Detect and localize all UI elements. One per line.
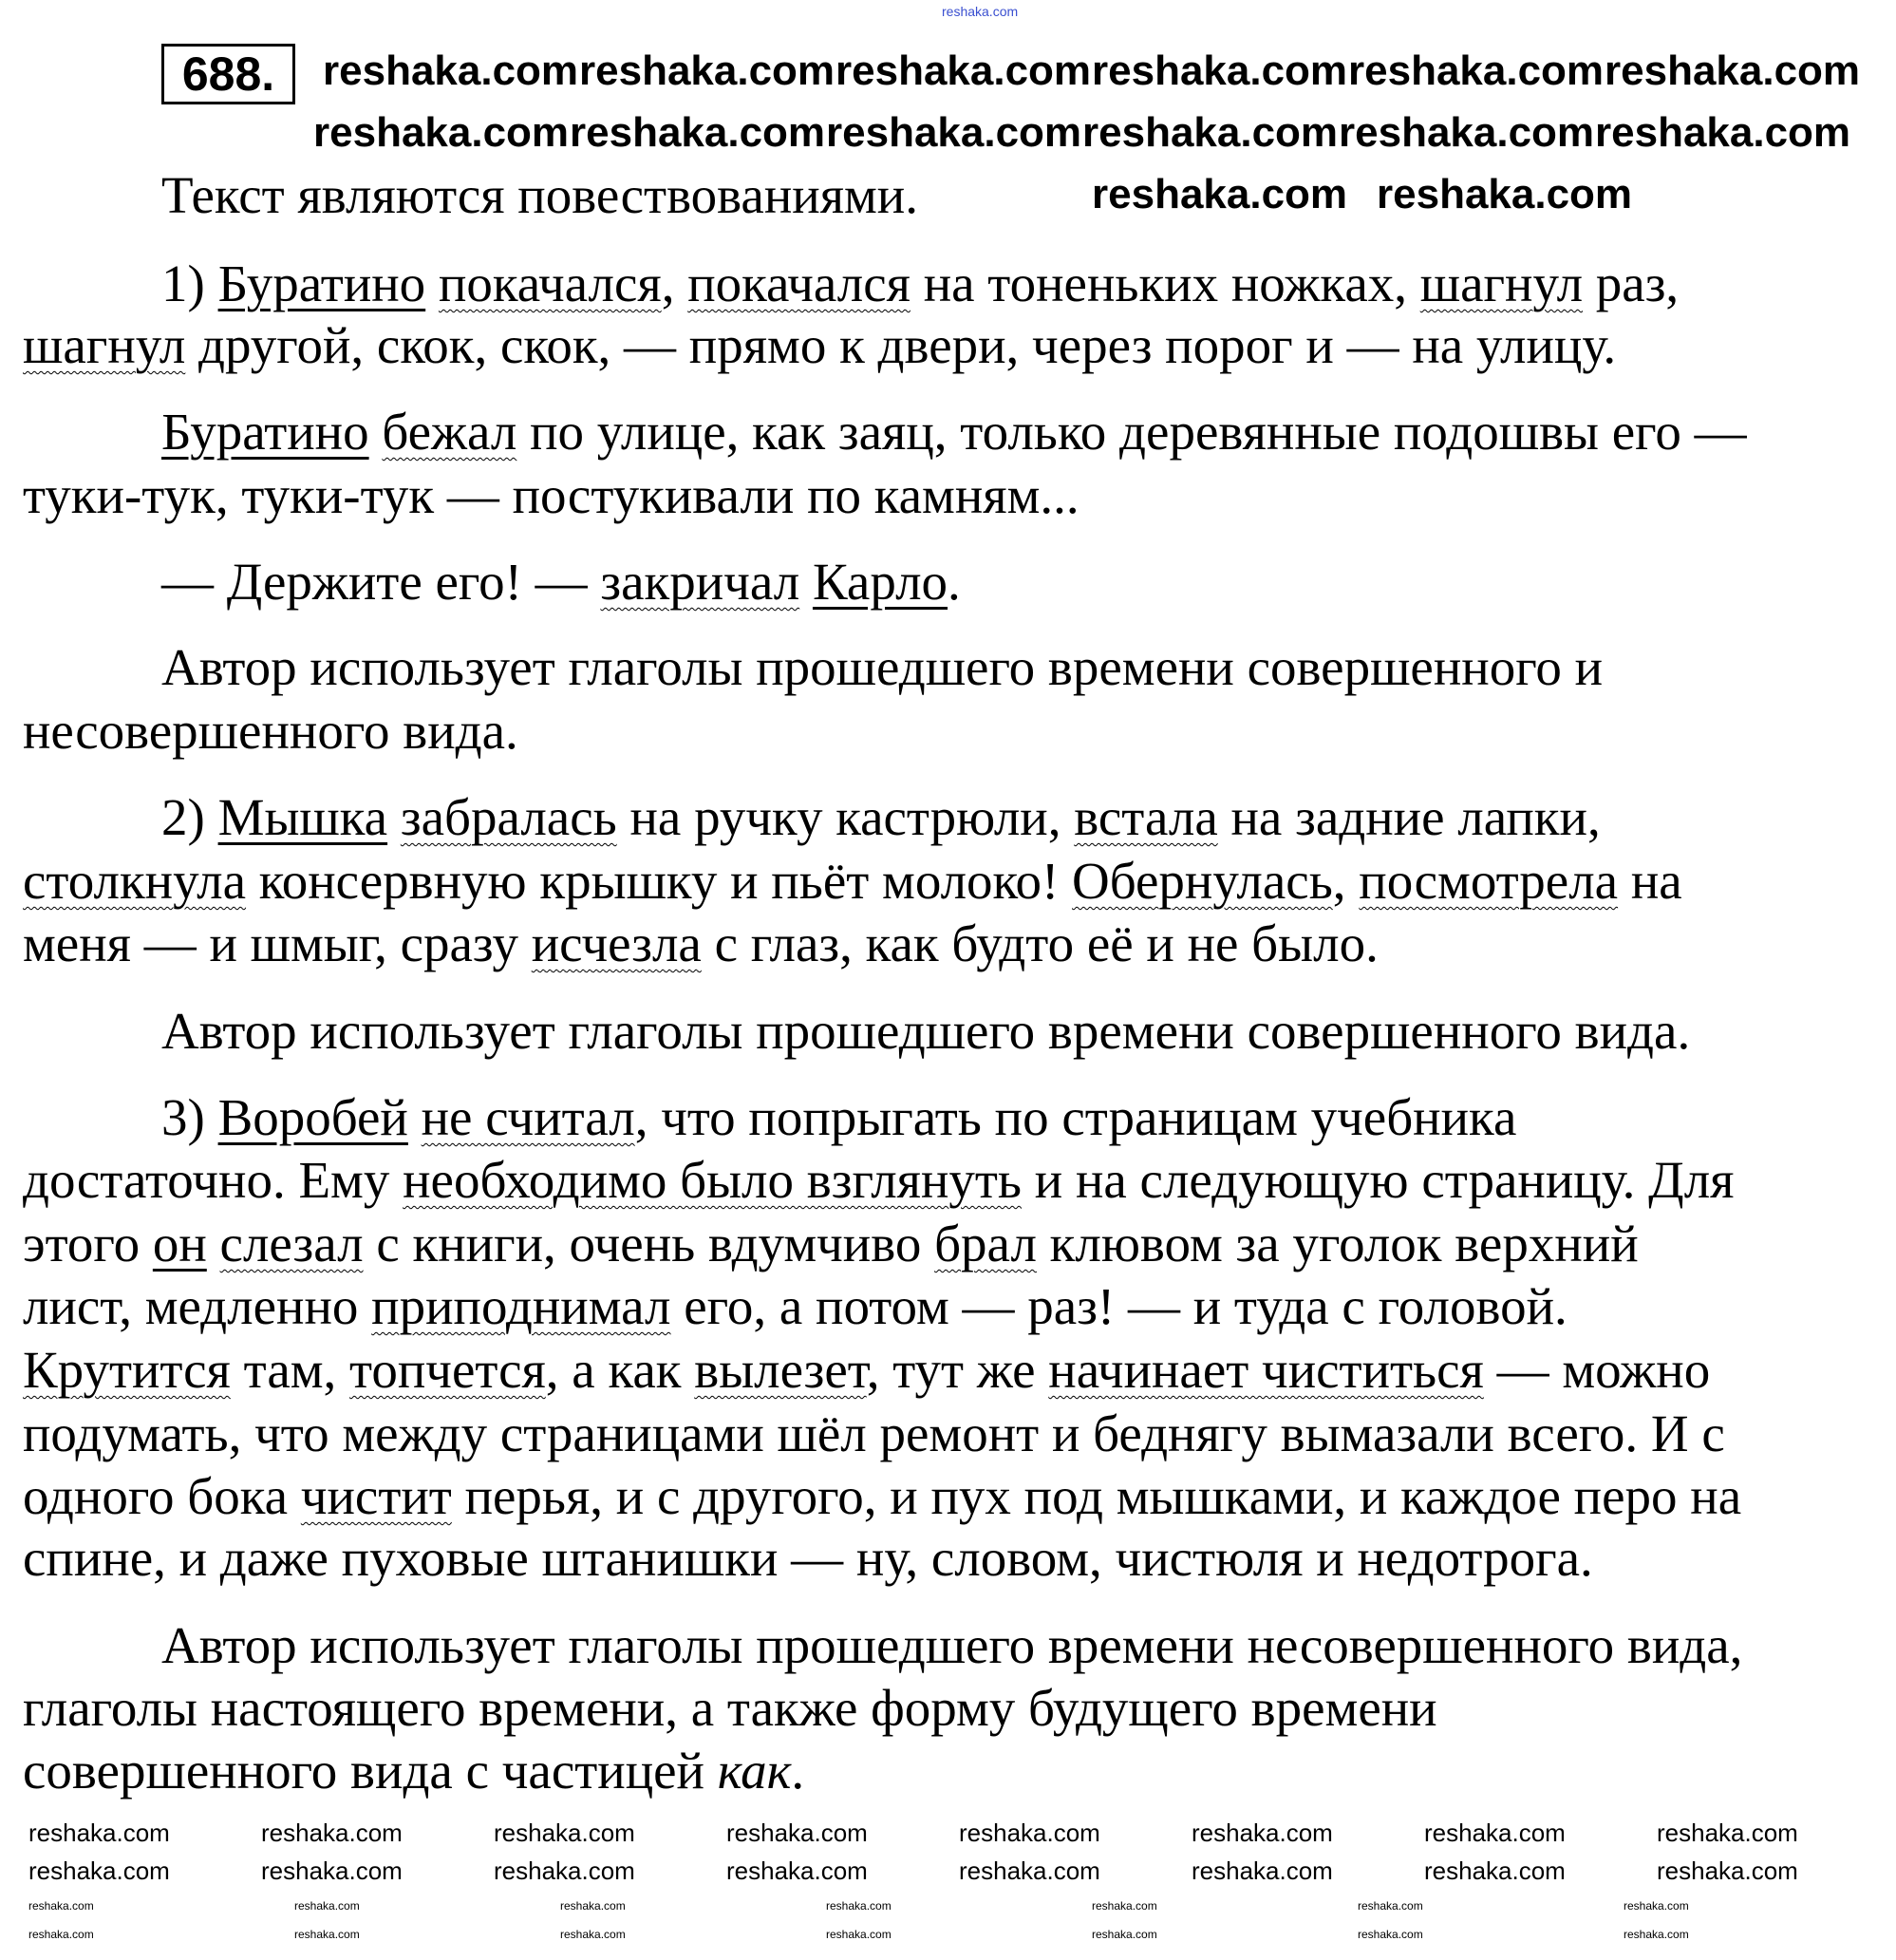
text-segment: меня — и шмыг, сразу xyxy=(23,914,532,972)
subject-underlined: он xyxy=(152,1215,207,1272)
watermark-text: reshaka.com xyxy=(294,1899,360,1913)
watermark-text: reshaka.com xyxy=(261,1819,403,1847)
watermark-text: reshaka.com xyxy=(1358,1899,1423,1913)
predicate-underlined: начинает чиститься xyxy=(1048,1341,1484,1399)
watermark-text: reshaka.com xyxy=(1424,1856,1566,1885)
text-segment: с книги, очень вдумчиво xyxy=(363,1215,935,1272)
text-segment: на xyxy=(1618,852,1682,910)
watermark-text: reshaka.com xyxy=(494,1819,635,1847)
watermark-text: reshaka.com xyxy=(826,1899,892,1913)
watermark-text: reshaka.com xyxy=(726,1819,868,1847)
text-segment: 1) xyxy=(161,254,218,312)
text-segment: Автор использует глаголы прошедшего времени несовершенного вида, xyxy=(161,1616,1743,1674)
text-segment: совершенного вида с частицей xyxy=(23,1742,718,1800)
predicate-underlined: брал xyxy=(934,1215,1037,1272)
subject-underlined: Буратино xyxy=(161,403,369,461)
text-line xyxy=(23,317,1616,374)
predicate-underlined: шагнул xyxy=(1419,254,1584,312)
text-segment: Автор использует глаголы прошедшего времени совершенного и xyxy=(161,638,1604,696)
predicate-underlined: вылезет xyxy=(694,1341,867,1399)
watermark-text: reshaka.com xyxy=(1092,47,1348,94)
text-segment: Текст являются повествованиями. xyxy=(161,166,918,224)
text-line xyxy=(23,1216,1639,1272)
watermark-text: reshaka.com xyxy=(494,1856,635,1885)
watermark-text: reshaka.com xyxy=(1624,1928,1689,1941)
predicate-underlined: приподнимал xyxy=(371,1277,671,1335)
text-segment: перья, и с другого, и пух под мышками, и каждое перо на xyxy=(451,1467,1742,1525)
text-segment: по улице, как заяц, только деревянные подошвы его — xyxy=(516,403,1747,461)
text-line xyxy=(161,167,918,224)
text-segment: на задние лапки, xyxy=(1217,788,1601,846)
predicate-underlined: необходимо было взглянуть xyxy=(403,1151,1023,1209)
predicate-underlined: не считал xyxy=(421,1088,635,1146)
watermark-text: reshaka.com xyxy=(1605,47,1861,94)
watermark-text: reshaka.com xyxy=(560,1928,626,1941)
text-segment: и на следующую страницу. Для xyxy=(1022,1151,1735,1209)
text-line xyxy=(23,1743,804,1800)
text-segment: , что попрыгать по страницам учебника xyxy=(634,1088,1517,1146)
watermark-text: reshaka.com xyxy=(1339,109,1595,156)
text-segment: — можно xyxy=(1483,1341,1711,1399)
watermark-text: reshaka.com xyxy=(1358,1928,1423,1941)
watermark-text: reshaka.com xyxy=(826,1928,892,1941)
text-segment xyxy=(799,553,813,611)
predicate-underlined: покачался xyxy=(438,254,662,312)
italic-word: как xyxy=(717,1742,792,1800)
watermark-text: reshaka.com xyxy=(959,1819,1100,1847)
watermark-text: reshaka.com xyxy=(1082,109,1339,156)
text-line xyxy=(161,554,961,611)
text-segment: достаточно. Ему xyxy=(23,1151,404,1209)
watermark-text: reshaka.com xyxy=(1424,1819,1566,1847)
text-segment: , тут же xyxy=(866,1341,1049,1399)
watermark-text: reshaka.com xyxy=(570,109,826,156)
predicate-underlined: закричал xyxy=(600,553,800,611)
text-segment: одного бока xyxy=(23,1467,301,1525)
text-line xyxy=(161,1003,1690,1060)
text-segment: другой, скок, скок, — прямо к двери, через порог и — на улицу. xyxy=(185,316,1617,374)
text-segment: Автор использует глаголы прошедшего времени совершенного вида. xyxy=(161,1002,1691,1060)
predicate-underlined: исчезла xyxy=(531,914,702,972)
watermark-text: reshaka.com xyxy=(28,1899,94,1913)
watermark-text: reshaka.com xyxy=(1657,1856,1798,1885)
text-line xyxy=(23,703,518,760)
text-segment xyxy=(369,403,383,461)
watermark-text: reshaka.com xyxy=(261,1856,403,1885)
watermark-text: reshaka.com xyxy=(28,1928,94,1941)
predicate-underlined: Крутится xyxy=(23,1341,231,1399)
text-segment: 3) xyxy=(161,1088,218,1146)
text-line xyxy=(23,1680,1437,1737)
text-line xyxy=(23,1530,1593,1587)
text-segment: этого xyxy=(23,1215,153,1272)
text-segment: на ручку кастрюли, xyxy=(616,788,1075,846)
watermark-text: reshaka.com xyxy=(1192,1856,1333,1885)
text-segment xyxy=(425,254,439,312)
watermark-text: reshaka.com xyxy=(323,47,579,94)
watermark-text: reshaka.com xyxy=(1348,47,1605,94)
watermark-text: reshaka.com xyxy=(313,109,570,156)
text-segment: раз, xyxy=(1583,254,1680,312)
text-line xyxy=(23,1468,1741,1525)
watermark-text: reshaka.com xyxy=(1595,109,1851,156)
text-segment: подумать, что между страницами шёл ремонт и беднягу вымазали всего. И с xyxy=(23,1404,1725,1462)
text-segment: несовершенного вида. xyxy=(23,702,518,760)
text-line xyxy=(23,853,1682,910)
predicate-underlined: столкнула xyxy=(23,852,247,910)
text-segment: спине, и даже пуховые штанишки — ну, словом, чистюля и недотрога. xyxy=(23,1529,1593,1587)
text-segment: там, xyxy=(230,1341,350,1399)
watermark-text: reshaka.com xyxy=(1092,1899,1157,1913)
text-line xyxy=(161,1089,1516,1146)
exercise-number: 688. xyxy=(161,44,295,104)
watermark-text: reshaka.com xyxy=(294,1928,360,1941)
watermark-text: reshaka.com xyxy=(1092,1928,1157,1941)
watermark-text: reshaka.com xyxy=(826,109,1082,156)
watermark-text: reshaka.com xyxy=(1192,1819,1333,1847)
subject-underlined: Карло xyxy=(812,553,948,611)
watermark-text: reshaka.com xyxy=(726,1856,868,1885)
text-segment: глаголы настоящего времени, а также форму будущего времени xyxy=(23,1679,1437,1737)
subject-underlined: Воробей xyxy=(217,1088,408,1146)
watermark-text: reshaka.com xyxy=(1377,171,1633,217)
predicate-underlined: слезал xyxy=(219,1215,364,1272)
text-line xyxy=(161,789,1601,846)
watermark-text: reshaka.com xyxy=(942,4,1019,19)
subject-underlined: Мышка xyxy=(217,788,388,846)
watermark-text: reshaka.com xyxy=(28,1819,170,1847)
watermark-text: reshaka.com xyxy=(28,1856,170,1885)
text-line xyxy=(23,1405,1725,1462)
watermark-text: reshaka.com xyxy=(1624,1899,1689,1913)
predicate-underlined: чистит xyxy=(300,1467,452,1525)
text-segment: , xyxy=(1332,852,1360,910)
text-segment xyxy=(387,788,401,846)
text-line xyxy=(161,1617,1742,1674)
text-line xyxy=(23,1342,1710,1399)
text-line xyxy=(161,639,1603,696)
text-segment xyxy=(207,1215,220,1272)
predicate-underlined: забралась xyxy=(400,788,617,846)
text-segment: . xyxy=(948,553,961,611)
text-segment: лист, медленно xyxy=(23,1277,372,1335)
text-segment xyxy=(408,1088,422,1146)
text-segment: туки-тук, туки-тук — постукивали по камням... xyxy=(23,466,1079,524)
subject-underlined: Буратино xyxy=(217,254,426,312)
watermark-text: reshaka.com xyxy=(835,47,1092,94)
text-line xyxy=(23,1152,1734,1209)
text-segment: , а как xyxy=(545,1341,695,1399)
predicate-underlined: бежал xyxy=(382,403,517,461)
predicate-underlined: шагнул xyxy=(23,316,186,374)
text-segment: — Держите его! — xyxy=(161,553,601,611)
text-segment: его, а потом — раз! — и туда с головой. xyxy=(670,1277,1567,1335)
predicate-underlined: покачался xyxy=(687,254,910,312)
text-line xyxy=(161,404,1747,461)
text-line xyxy=(23,1278,1567,1335)
text-line xyxy=(23,467,1079,524)
text-segment: на тоненьких ножках, xyxy=(910,254,1420,312)
watermark-text: reshaka.com xyxy=(959,1856,1100,1885)
watermark-text: reshaka.com xyxy=(579,47,835,94)
text-segment: , xyxy=(661,254,688,312)
text-line xyxy=(23,915,1379,972)
text-segment: консервную крышку и пьёт молоко! xyxy=(246,852,1073,910)
watermark-text: reshaka.com xyxy=(1092,171,1348,217)
text-segment: . xyxy=(791,1742,805,1800)
predicate-underlined: встала xyxy=(1074,788,1218,846)
text-line xyxy=(161,255,1679,312)
predicate-underlined: Обернулась xyxy=(1072,852,1333,910)
predicate-underlined: посмотрела xyxy=(1359,852,1619,910)
watermark-text: reshaka.com xyxy=(1657,1819,1798,1847)
predicate-underlined: топчется xyxy=(349,1341,546,1399)
watermark-text: reshaka.com xyxy=(560,1899,626,1913)
text-segment: с глаз, как будто её и не было. xyxy=(701,914,1379,972)
text-segment: клювом за уголок верхний xyxy=(1036,1215,1639,1272)
text-segment: 2) xyxy=(161,788,218,846)
